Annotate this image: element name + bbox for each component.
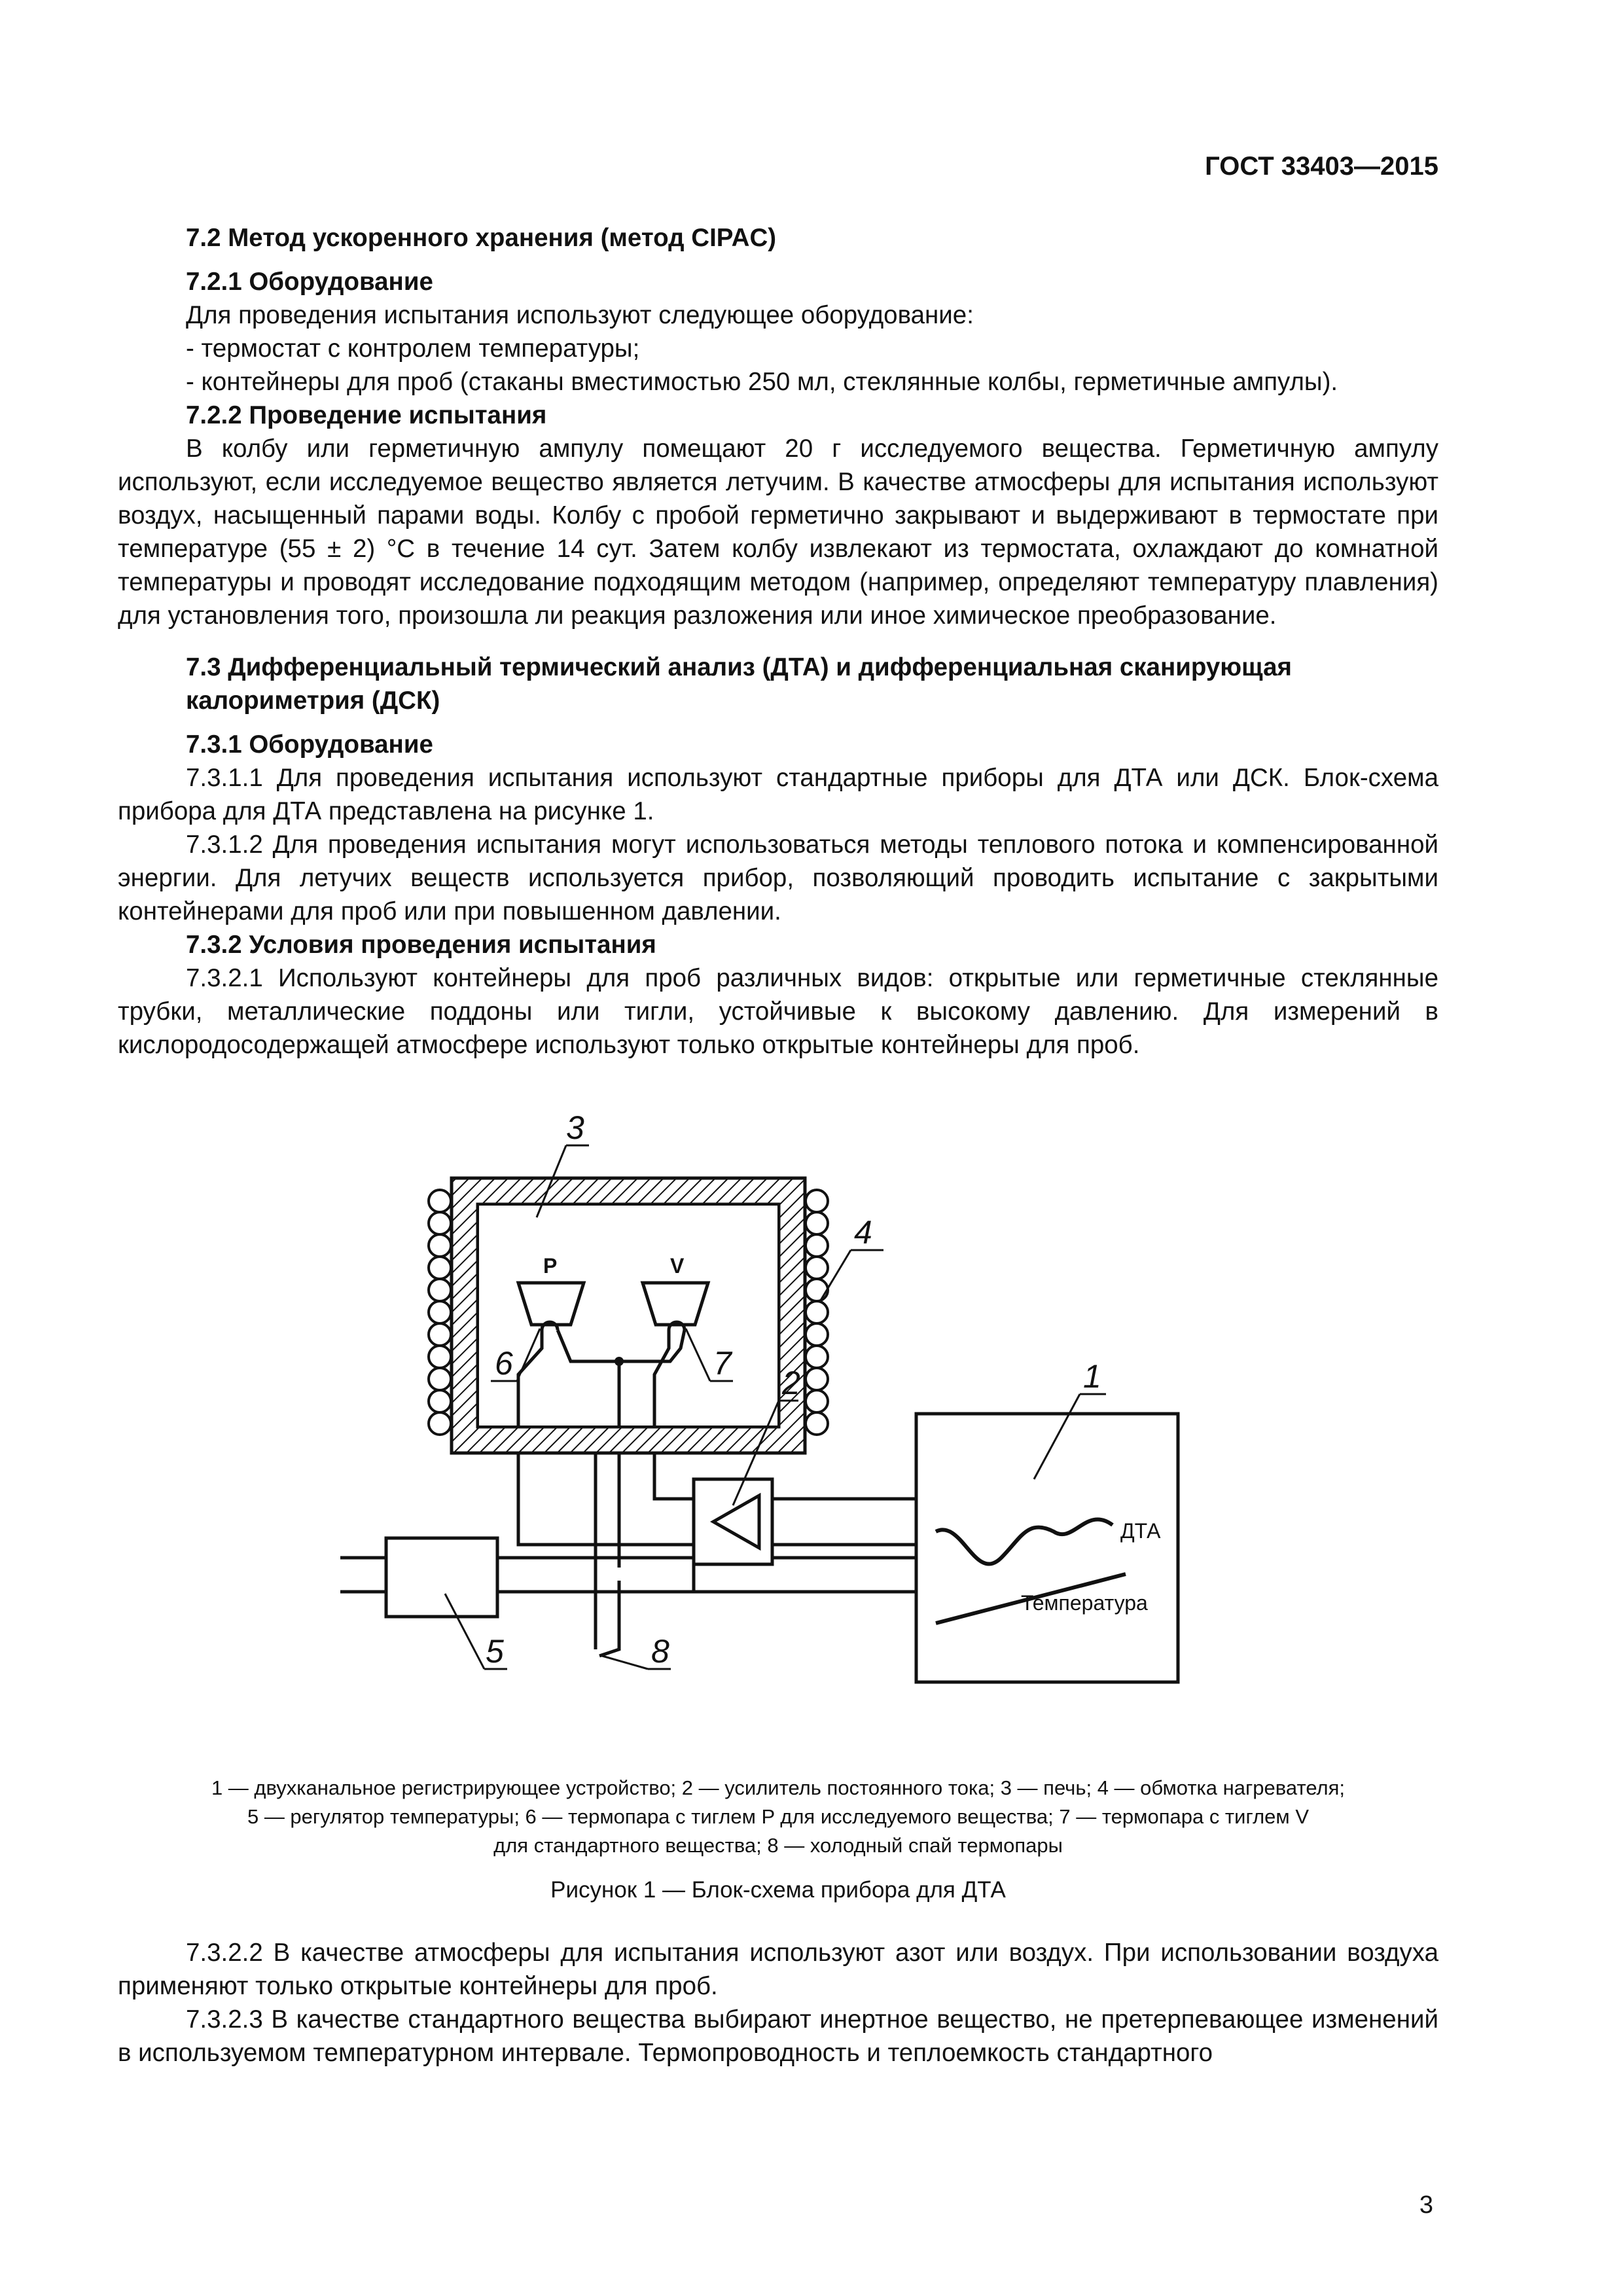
label-2: 2: [782, 1365, 800, 1401]
section-7-2-1-intro: Для проведения испытания используют следующее оборудование:: [186, 301, 974, 329]
legend-line: для стандартного вещества; 8 — холодный спай термопары: [493, 1834, 1063, 1857]
continuation-text: [118, 1936, 1438, 2070]
figure-caption: Рисунок 1 — Блок-схема прибора для ДТА: [550, 1877, 1006, 1903]
label-3: 3: [566, 1109, 584, 1146]
section-7-2-2-text: В колбу или герметичную ампулу помещают 20 г исследуемого вещества. Герметичную ампулу используют, если исследуемое вещество является летучим. В качестве атмосферы для испытания используют воздух, насыщенный парами воды. Колбу с пробой герметично закрывают и выдерживают в термостате при температуре (55 ± 2) °С в течение 14 сут. Затем колбу извлекают из термостата, охлаждают до комнатной температуры и проводят исследование подходящим методом (например, определяют температуру плавления) для установления того, произошла ли реакция разложения или иное химическое преобразование.: [118, 435, 1438, 630]
section-7-3-1-title: 7.3.1 Оборудование: [186, 730, 433, 759]
equipment-item: - контейнеры для проб (стаканы вместимостью 250 мл, стеклянные колбы, герметичные ампулы).: [186, 368, 1338, 396]
dta-block-diagram: [275, 1086, 1283, 1728]
label-1: 1: [1083, 1358, 1101, 1395]
paragraph-7-3-2-2: 7.3.2.2 В качестве атмосферы для испытания используют азот или воздух. При использовании воздуха применяют только открытые контейнеры для проб.: [118, 1939, 1438, 2000]
paragraph-7-3-2-1: 7.3.2.1 Используют контейнеры для проб различных видов: открытые или герметичные стеклянные трубки, металлические поддоны или тигли, устойчивые к высокому давлению. Для измерений в кислородосодержащей атмосфере используют только открытые контейнеры для проб.: [118, 964, 1438, 1059]
label-5: 5: [486, 1633, 504, 1670]
crucible-v: [643, 1283, 708, 1325]
paragraph-7-3-2-3: 7.3.2.3 В качестве стандартного вещества выбирают инертное вещество, не претерпевающее изменений в используемом температурном интервале. Термопроводность и теплоемкость стандартного: [118, 2005, 1438, 2067]
section-7-2-title: 7.2 Метод ускоренного хранения (метод CIPAC): [186, 224, 777, 252]
figure-legend: [118, 1774, 1438, 1860]
equipment-list: [118, 332, 1438, 399]
legend-line: 1 — двухканальное регистрирующее устройство; 2 — усилитель постоянного тока; 3 — печь; 4 — обмотка нагревателя;: [211, 1776, 1346, 1799]
label-temperature: Температура: [1021, 1591, 1148, 1615]
label-4: 4: [854, 1214, 872, 1251]
label-7: 7: [713, 1345, 732, 1382]
section-7-2-2-title: 7.2.2 Проведение испытания: [186, 401, 547, 429]
section-7-3-2-title: 7.3.2 Условия проведения испытания: [186, 931, 656, 959]
label-dta: ДТА: [1120, 1519, 1161, 1543]
paragraph-7-3-1-2: 7.3.1.2 Для проведения испытания могут использоваться методы теплового потока и компенсированной энергии. Для летучих веществ используется прибор, позволяющий проводить испытание с закрытыми контейнерами для проб или при повышенном давлении.: [118, 831, 1438, 925]
legend-line: 5 — регулятор температуры; 6 — термопара с тиглем P для исследуемого вещества; 7 — термопара с тиглем V: [247, 1805, 1310, 1828]
furnace: [452, 1178, 805, 1453]
label-v: V: [670, 1254, 685, 1278]
page-number: 3: [1419, 2191, 1433, 2219]
crucible-p: [518, 1283, 584, 1325]
paragraph-7-3-1-1: 7.3.1.1 Для проведения испытания используют стандартные приборы для ДТА или ДСК. Блок-схема прибора для ДТА представлена на рисунке 1.: [118, 764, 1438, 825]
section-7-2-1-title: 7.2.1 Оборудование: [186, 268, 433, 296]
equipment-item: - термостат с контролем температуры;: [186, 334, 640, 363]
label-8: 8: [651, 1633, 669, 1670]
label-p: P: [543, 1254, 558, 1278]
standard-number: ГОСТ 33403—2015: [1205, 152, 1438, 181]
section-7-3-title: 7.3 Дифференциальный термический анализ (ДТА) и дифференциальная сканирующая калориметрия (ДСК): [186, 653, 1293, 715]
temperature-regulator: [386, 1538, 497, 1617]
main-text: [118, 221, 1438, 1062]
label-6: 6: [495, 1345, 513, 1382]
